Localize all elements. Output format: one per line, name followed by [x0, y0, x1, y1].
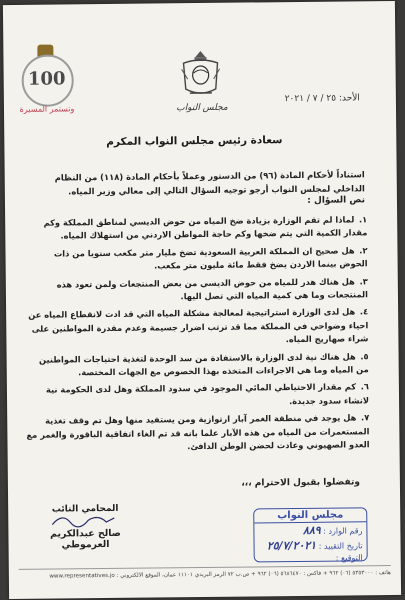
question-label: نص السؤال : — [307, 195, 366, 206]
stamp-number-row: رقم الوارد : ٨٨٩ — [302, 523, 363, 537]
question-number: ٤. — [359, 306, 369, 317]
closing-line: وتفضلوا بقبول الاحترام ،،، — [241, 477, 360, 489]
letter-intro: استناداً لأحكام المادة (٩٦) من الدستور وعملاً بأحكام المادة (١١٨) من النظام الداخلي لمجلس النواب أرجو توجيه السؤال التالي إلى معالي وزير المياه. — [54, 169, 365, 197]
question-text: هل هناك نية لدى الوزارة بالاستفادة من سد الوحدة لتغذية احتياجات المواطنين من المياه وما هي الاجراءات المتخذه بهذا الخصوص مع الجهات المختصة. — [38, 351, 369, 378]
question-text: كم مقدار الاحتياطي المائي الموجود في سدود المملكة وهل لدى الحكومة نية لانشاء سدود جديدة. — [45, 381, 370, 406]
question-number: ٧. — [360, 412, 370, 423]
question-number: ٦. — [360, 381, 369, 392]
coat-of-arms-emblem — [179, 49, 222, 101]
question-text: هل لدى الوزارة استراتيجية لمعالجة مشكلة المياه التي قد ادت لانقطاع المياه عن احياء وضواحي في المملكة مما قد ترتب اضرار جسيمة وعدم مقدرة المواطنين على شراء صهاريج المياه. — [28, 306, 369, 345]
question-item — [25, 350, 369, 380]
logo-caption: وتستمر المسيرة — [19, 104, 75, 114]
footer-divider — [19, 565, 391, 570]
emblem-caption: مجلس النواب — [176, 102, 228, 114]
question-item — [23, 244, 367, 274]
question-number: ٥. — [360, 350, 369, 362]
stamp-header: مجلس النواب — [254, 508, 366, 523]
footer-contact: هاتف : ٥٣٥٣٠٠٠ (٠٦) ٩٦٢ + فاكس : ٥٦٨٦٤٧٠ (٠٦) ٩٦٢ + ص.ب ٧٢ الرمز البريدي ١١١٠١ عمان، الموقع الالكتروني : www.representatives.jo — [49, 570, 391, 580]
stamp-signature-label: التوقيع — [340, 553, 363, 563]
stamp-number-label: رقم الوارد — [328, 526, 363, 536]
stamp-number-value: ٨٨٩ — [302, 523, 321, 537]
stamp-date-label: تاريخ التقييد — [323, 541, 363, 551]
letter-date: الأحد: ٢٥ / ٧ / ٢٠٢١ — [284, 93, 360, 105]
question-number: ١. — [358, 214, 368, 225]
question-item — [25, 381, 369, 411]
receipt-stamp — [253, 507, 368, 562]
question-item — [24, 306, 368, 350]
signer-name: صالح عبدالكريم العرموطي — [50, 527, 121, 551]
question-number: ٣. — [359, 275, 368, 286]
question-text: لماذا لم تقم الوزارة بزيادة ضخ المياه من حوض الديسي لمناطق المملكة وكم مقدار الكمية التي يتم ضخها وكم حاجة المواطن الاردني من استهلاك المياه. — [43, 214, 368, 241]
signer-title: المحامي النائب — [51, 503, 119, 515]
letter-page — [3, 1, 401, 599]
question-item — [23, 213, 367, 243]
letter-title: سعادة رئيس مجلس النواب المكرم — [106, 134, 283, 148]
question-item — [24, 275, 368, 305]
stamp-date-value: ٢٥/٧/٢٠٢١ — [266, 538, 317, 553]
stamp-date-row: تاريخ التقييد : ٢٥/٧/٢٠٢١ — [266, 538, 363, 553]
centennial-logo — [17, 44, 76, 123]
question-item — [25, 412, 369, 456]
question-number: ٢. — [359, 245, 368, 256]
question-text: هل صحيح ان المملكة العربية السعودية تضخ مليار متر مكعب سنويا من ذات الحوض بينما الاردن يضخ فقط مائة مليون متر مكعب. — [53, 245, 368, 271]
question-text: هل يوجد في منطقة الغمر آبار ارتوازية ومن يستفيد منها وهل تم وقف تغذية المستعمرات من المياه من هذه الآبار علما بانه قد تم الغاء اتفاقية الباقورة والغمر مع العدو الصهيوني وعادت لحضن الوطن الدافئ. — [26, 412, 370, 452]
question-list — [23, 213, 370, 459]
handwritten-signature — [48, 510, 118, 531]
logo-number: 100 — [27, 68, 66, 90]
question-text: هل هناك هدر للمياه من حوض الديسي من بعض المنتجعات ولمن تعود هذه المنتجعات وما هي كمية المياه التي تصل اليها. — [56, 276, 369, 302]
stamp-signature-row: التوقيع : — [335, 553, 363, 563]
